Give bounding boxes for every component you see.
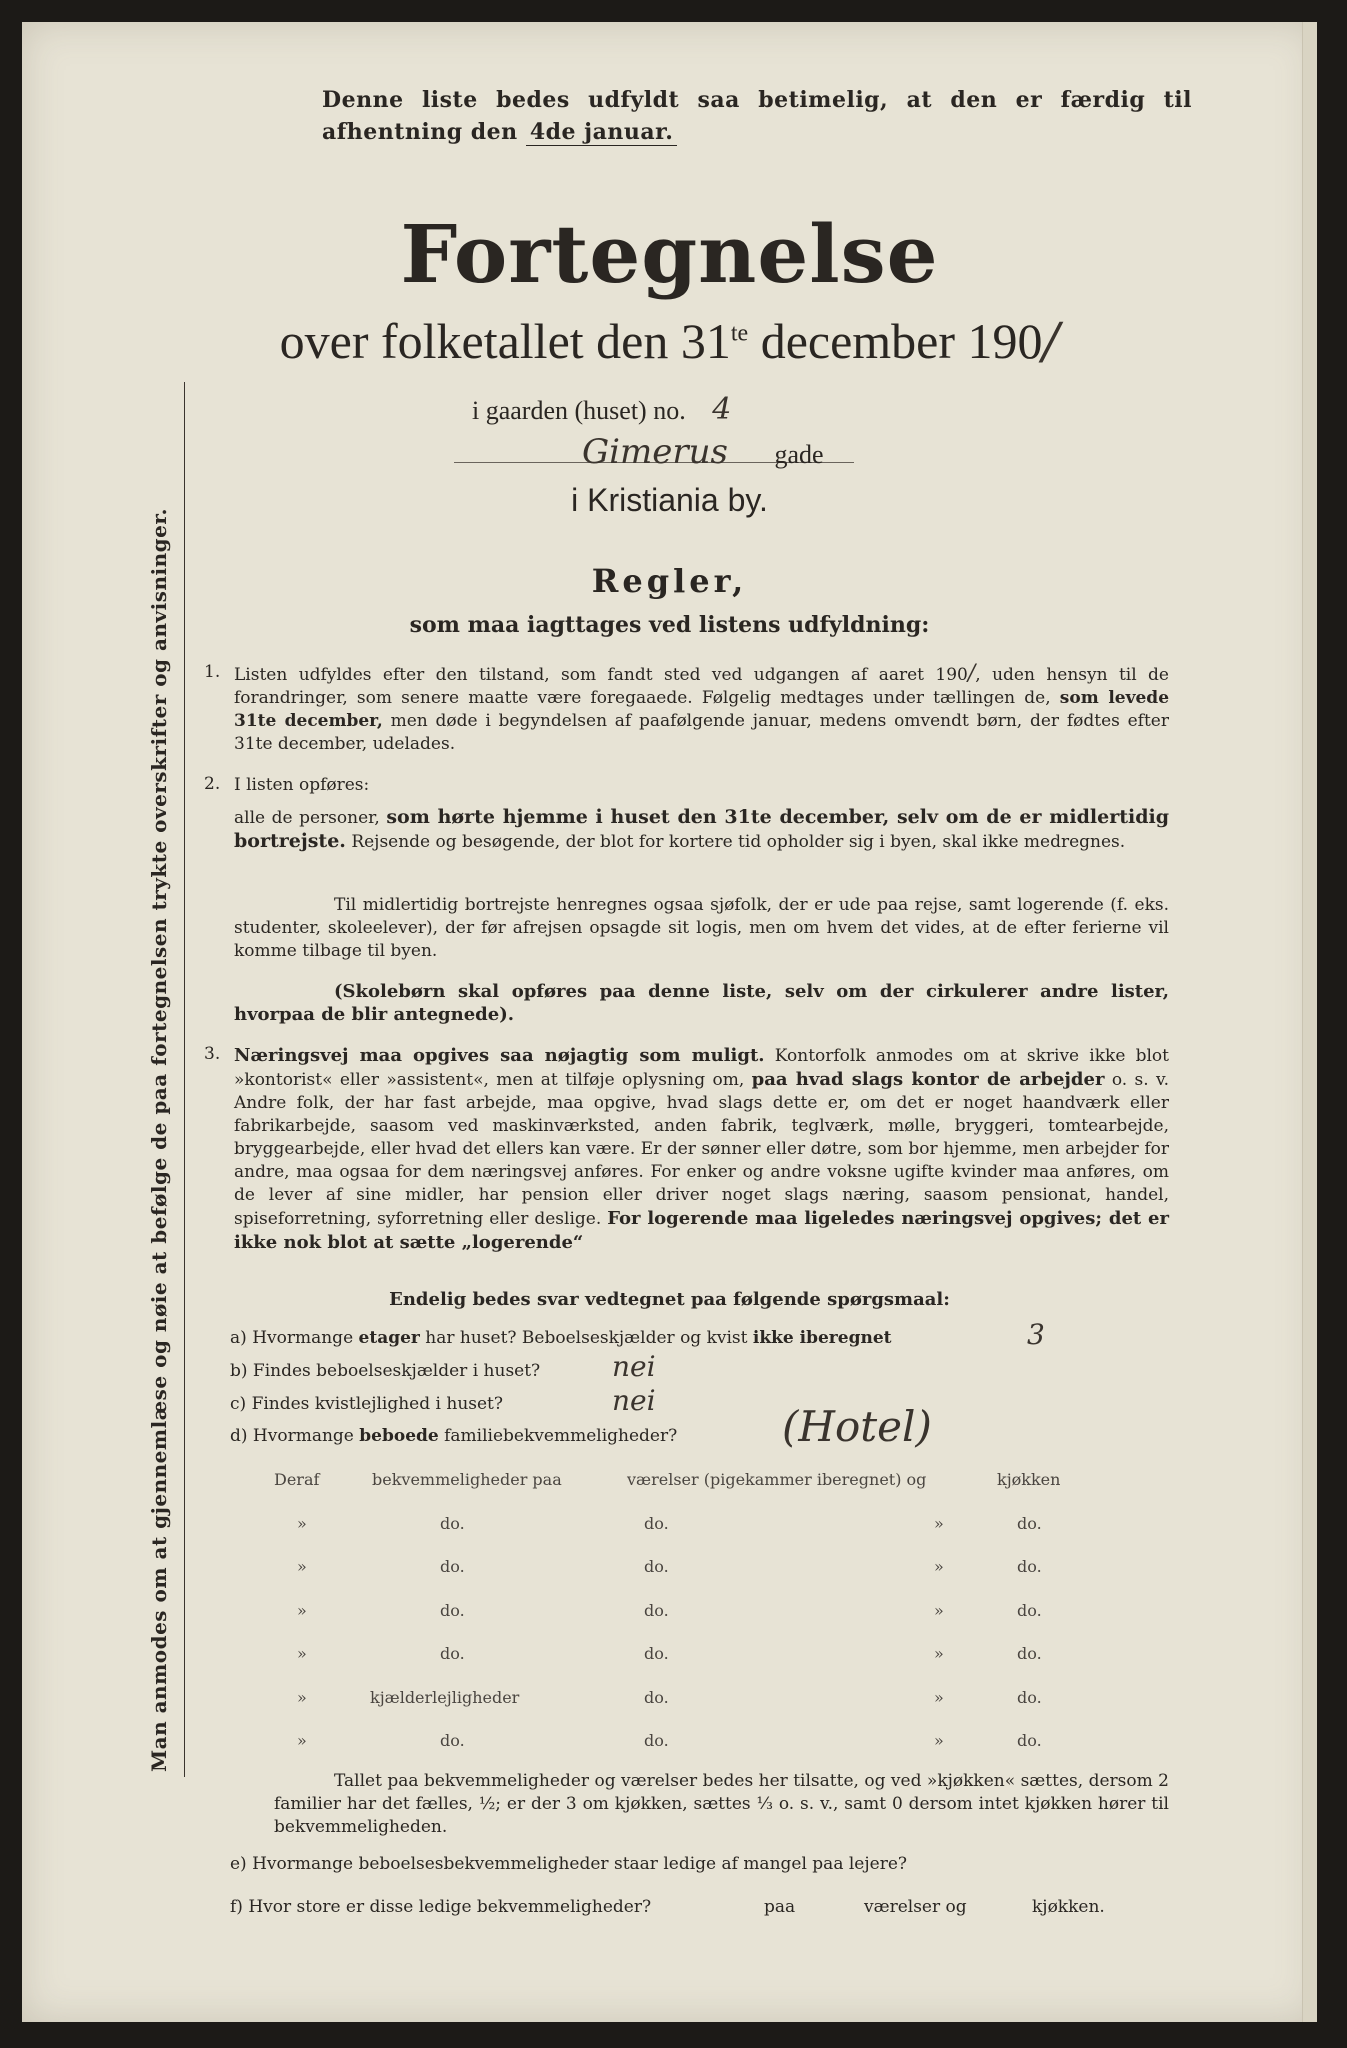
table-cell: » [934,1557,944,1576]
rule2-text [234,806,1169,854]
house-line [472,392,731,427]
rule2-p3: (Skolebørn skal opføres paa denne liste, selv om der cirkulerer andre lister, hvorpaa de blir antegnede). [234,981,1169,1025]
table-cell: » [297,1514,307,1533]
table-cell: » [297,1731,307,1750]
table-cell: » [934,1731,944,1750]
side-rule [184,382,185,1777]
qf-paa: paa [764,1897,796,1917]
rule3-num: 3. [204,1044,221,1064]
table-header-bekv: bekvemmeligheder paa [372,1470,562,1489]
rule2-p2: Til midlertidig bortrejste henregnes ogsaa sjøfolk, der er ude paa rejse, samt logerende (f. eks. studenter, skoleelever), der før afrejsen opsagde sit logis, men om hvem det vides, at de efter ferierne vil komme tilbage til byen. [234,895,1169,961]
rule3-text [234,1044,1169,1255]
table-cell: » [934,1601,944,1620]
rule3-b: o. s. v. Andre folk, der har fast arbejde, maa opgive, hvad slags dette er, om det er noget haandværk eller fabrikarbejde, saasom ved maskinværksted, anden fabrik, teglværk, mølle, bryggeri, tomtearbejde, bryggearbejde, eller hvad det ellers kan være. Er der sønner eller døtre, som bor hjemme, men arbejder for andre, maa ogsaa for dem næringsvej anføres. For enker og andre voksne ugifte kvinder maa anføres, om de lever af sine midler, har pension eller driver noget slags næring, saasom pensionat, handel, spiseforretning, syforretning eller deslige. [234,1070,1170,1229]
rule1-num: 1. [204,662,221,682]
table-cell: do. [440,1644,465,1663]
qb-letter: b) [230,1361,248,1381]
question-f [230,1897,651,1917]
rules-title: Regler, [591,562,748,600]
table-header-deraf: Deraf [274,1470,320,1489]
question-b [230,1361,540,1381]
side-instruction: Man anmodes om at gjennemlæse og nøie at befølge de paa fortegnelsen trykte overskrifter og anvisninger. [147,507,171,1772]
table-header-kjok: kjøkken [997,1470,1061,1489]
table-cell: » [297,1688,307,1707]
table-cell: do. [440,1557,465,1576]
rules-subtitle: som maa iagttages ved listens udfyldning: [409,612,930,638]
qe-text: Hvormange beboelsesbekvemmeligheder staar ledige af mangel paa lejere? [252,1854,907,1874]
qd-letter: d) [230,1426,248,1446]
table-cell: do. [1017,1514,1042,1533]
notice [322,84,1192,148]
table-cell: » [297,1557,307,1576]
table-cell: do. [644,1601,669,1620]
qa-mid: har huset? Beboelseskjælder og kvist [425,1328,748,1348]
table-header-vaer: værelser (pigekammer iberegnet) og [627,1470,927,1489]
qd-post: familiebekvemmeligheder? [444,1426,678,1446]
deadline: 4de januar. [526,119,678,146]
question-a [230,1328,892,1348]
street-line [582,432,824,472]
table-cell: do. [644,1557,669,1576]
qd-pre: Hvormange [252,1426,354,1446]
qa-answer: 3 [1027,1318,1045,1351]
rule1-bold: som levede 31te december, [234,688,1170,731]
qf-text: Hvor store er disse ledige bekvemmeligheder? [248,1897,652,1917]
rule3-bold3: For logerende maa ligeledes næringsvej opgives; det er ikke nok blot at sætte „logerende“ [234,1208,1169,1253]
qa-letter: a) [230,1328,247,1348]
qf-kjok: kjøkken. [1032,1897,1105,1917]
qb-text: Findes beboelseskjælder i huset? [252,1361,541,1381]
rule1-b: , uden hensyn til de forandringer, som senere maatte være foregaaede. Følgelig medtages under tællingen de, [234,665,1169,708]
house-no: 4 [712,392,732,427]
subtitle-sup: te [730,320,749,347]
table-cell: do. [644,1644,669,1663]
table-cell: do. [1017,1644,1042,1663]
qa-bold2: ikke iberegnet [752,1328,892,1348]
house-label: i gaarden (huset) no. [472,396,686,425]
table-cell: » [297,1601,307,1620]
notice-line1: Denne liste bedes udfyldt saa betimelig, at den er færdig til [322,87,1192,113]
table-cell: do. [440,1601,465,1620]
rule3-bold2: paa hvad slags kontor de arbejder [751,1069,1105,1090]
table-cell: » [934,1688,944,1707]
qb-answer: nei [612,1350,656,1383]
qc-letter: c) [230,1394,247,1414]
rule2-head: I listen opføres: [234,775,370,795]
gade-label: gade [774,440,824,469]
street-hand: Gimerus [582,432,728,472]
table-cell: » [934,1644,944,1663]
qa-bold: etager [358,1328,420,1348]
table-cell: do. [440,1731,465,1750]
subtitle [22,312,1317,370]
question-c [230,1394,503,1414]
table-cell: do. [1017,1688,1042,1707]
table-cell: do. [1017,1557,1042,1576]
qc-answer: nei [612,1384,656,1417]
question-d [230,1426,677,1446]
rule2-bold: som hørte hjemme i huset den 31te december, selv om de er midlertidig bortrejste. [234,806,1169,852]
census-form-page [22,22,1317,2022]
questions-head: Endelig bedes svar vedtegnet paa følgende spørgsmaal: [389,1289,950,1310]
table-cell: do. [440,1514,465,1533]
subtitle-pre: over folketallet den 31 [279,313,731,369]
rule1-text [234,662,1169,756]
subtitle-year-hand: / [1042,312,1060,370]
qf-letter: f) [230,1897,243,1917]
qa-pre: Hvormange [252,1328,354,1348]
rule1-c: men døde i begyndelsen af paafølgende januar, medens omvendt børn, der fødtes efter 31te december, udelades. [234,711,1169,754]
table-cell: kjælderlejligheder [370,1688,520,1707]
table-cell: do. [644,1688,669,1707]
subtitle-post: december 190 [748,313,1043,369]
table-cell: do. [644,1514,669,1533]
rule1-year-hand: / [967,661,976,686]
city: i Kristiania by. [571,482,768,518]
rule1-a: Listen udfyldes efter den tilstand, som fandt sted ved udgangen af aaret 190 [234,665,968,685]
qe-letter: e) [230,1854,247,1874]
table-cell: do. [644,1731,669,1750]
rule2-num: 2. [204,774,221,794]
table-cell: do. [1017,1731,1042,1750]
qf-vaer: værelser og [864,1897,967,1917]
qd-bold: beboede [359,1426,439,1446]
rule3-bold1: Næringsvej maa opgives saa nøjagtig som muligt. [234,1045,765,1066]
rule2-a: alle de personer, [234,808,380,828]
rule2-b: Rejsende og besøgende, der blot for kortere tid opholder sig i byen, skal ikke medregnes. [351,832,1126,852]
table-note: Tallet paa bekvemmeligheder og værelser bedes her tilsatte, og ved »kjøkken« sættes, dersom 2 familier har det fælles, ½; er der 3 om kjøkken, sættes ⅓ o. s. v., samt 0 dersom intet kjøkken hører til bekvemmeligheden. [274,1771,1169,1837]
notice-line2: afhentning den [322,119,518,145]
question-e [230,1854,907,1874]
table-cell: » [297,1644,307,1663]
rule3-a: Kontorfolk anmodes om at skrive ikke blot »kontorist« eller »assistent«, men at tilføje oplysning om, [234,1046,1169,1090]
table-cell: do. [1017,1601,1042,1620]
qd-answer: (Hotel) [782,1402,932,1451]
qc-text: Findes kvistlejlighed i huset? [251,1394,504,1414]
page-title: Fortegnelse [400,207,939,301]
table-cell: » [934,1514,944,1533]
